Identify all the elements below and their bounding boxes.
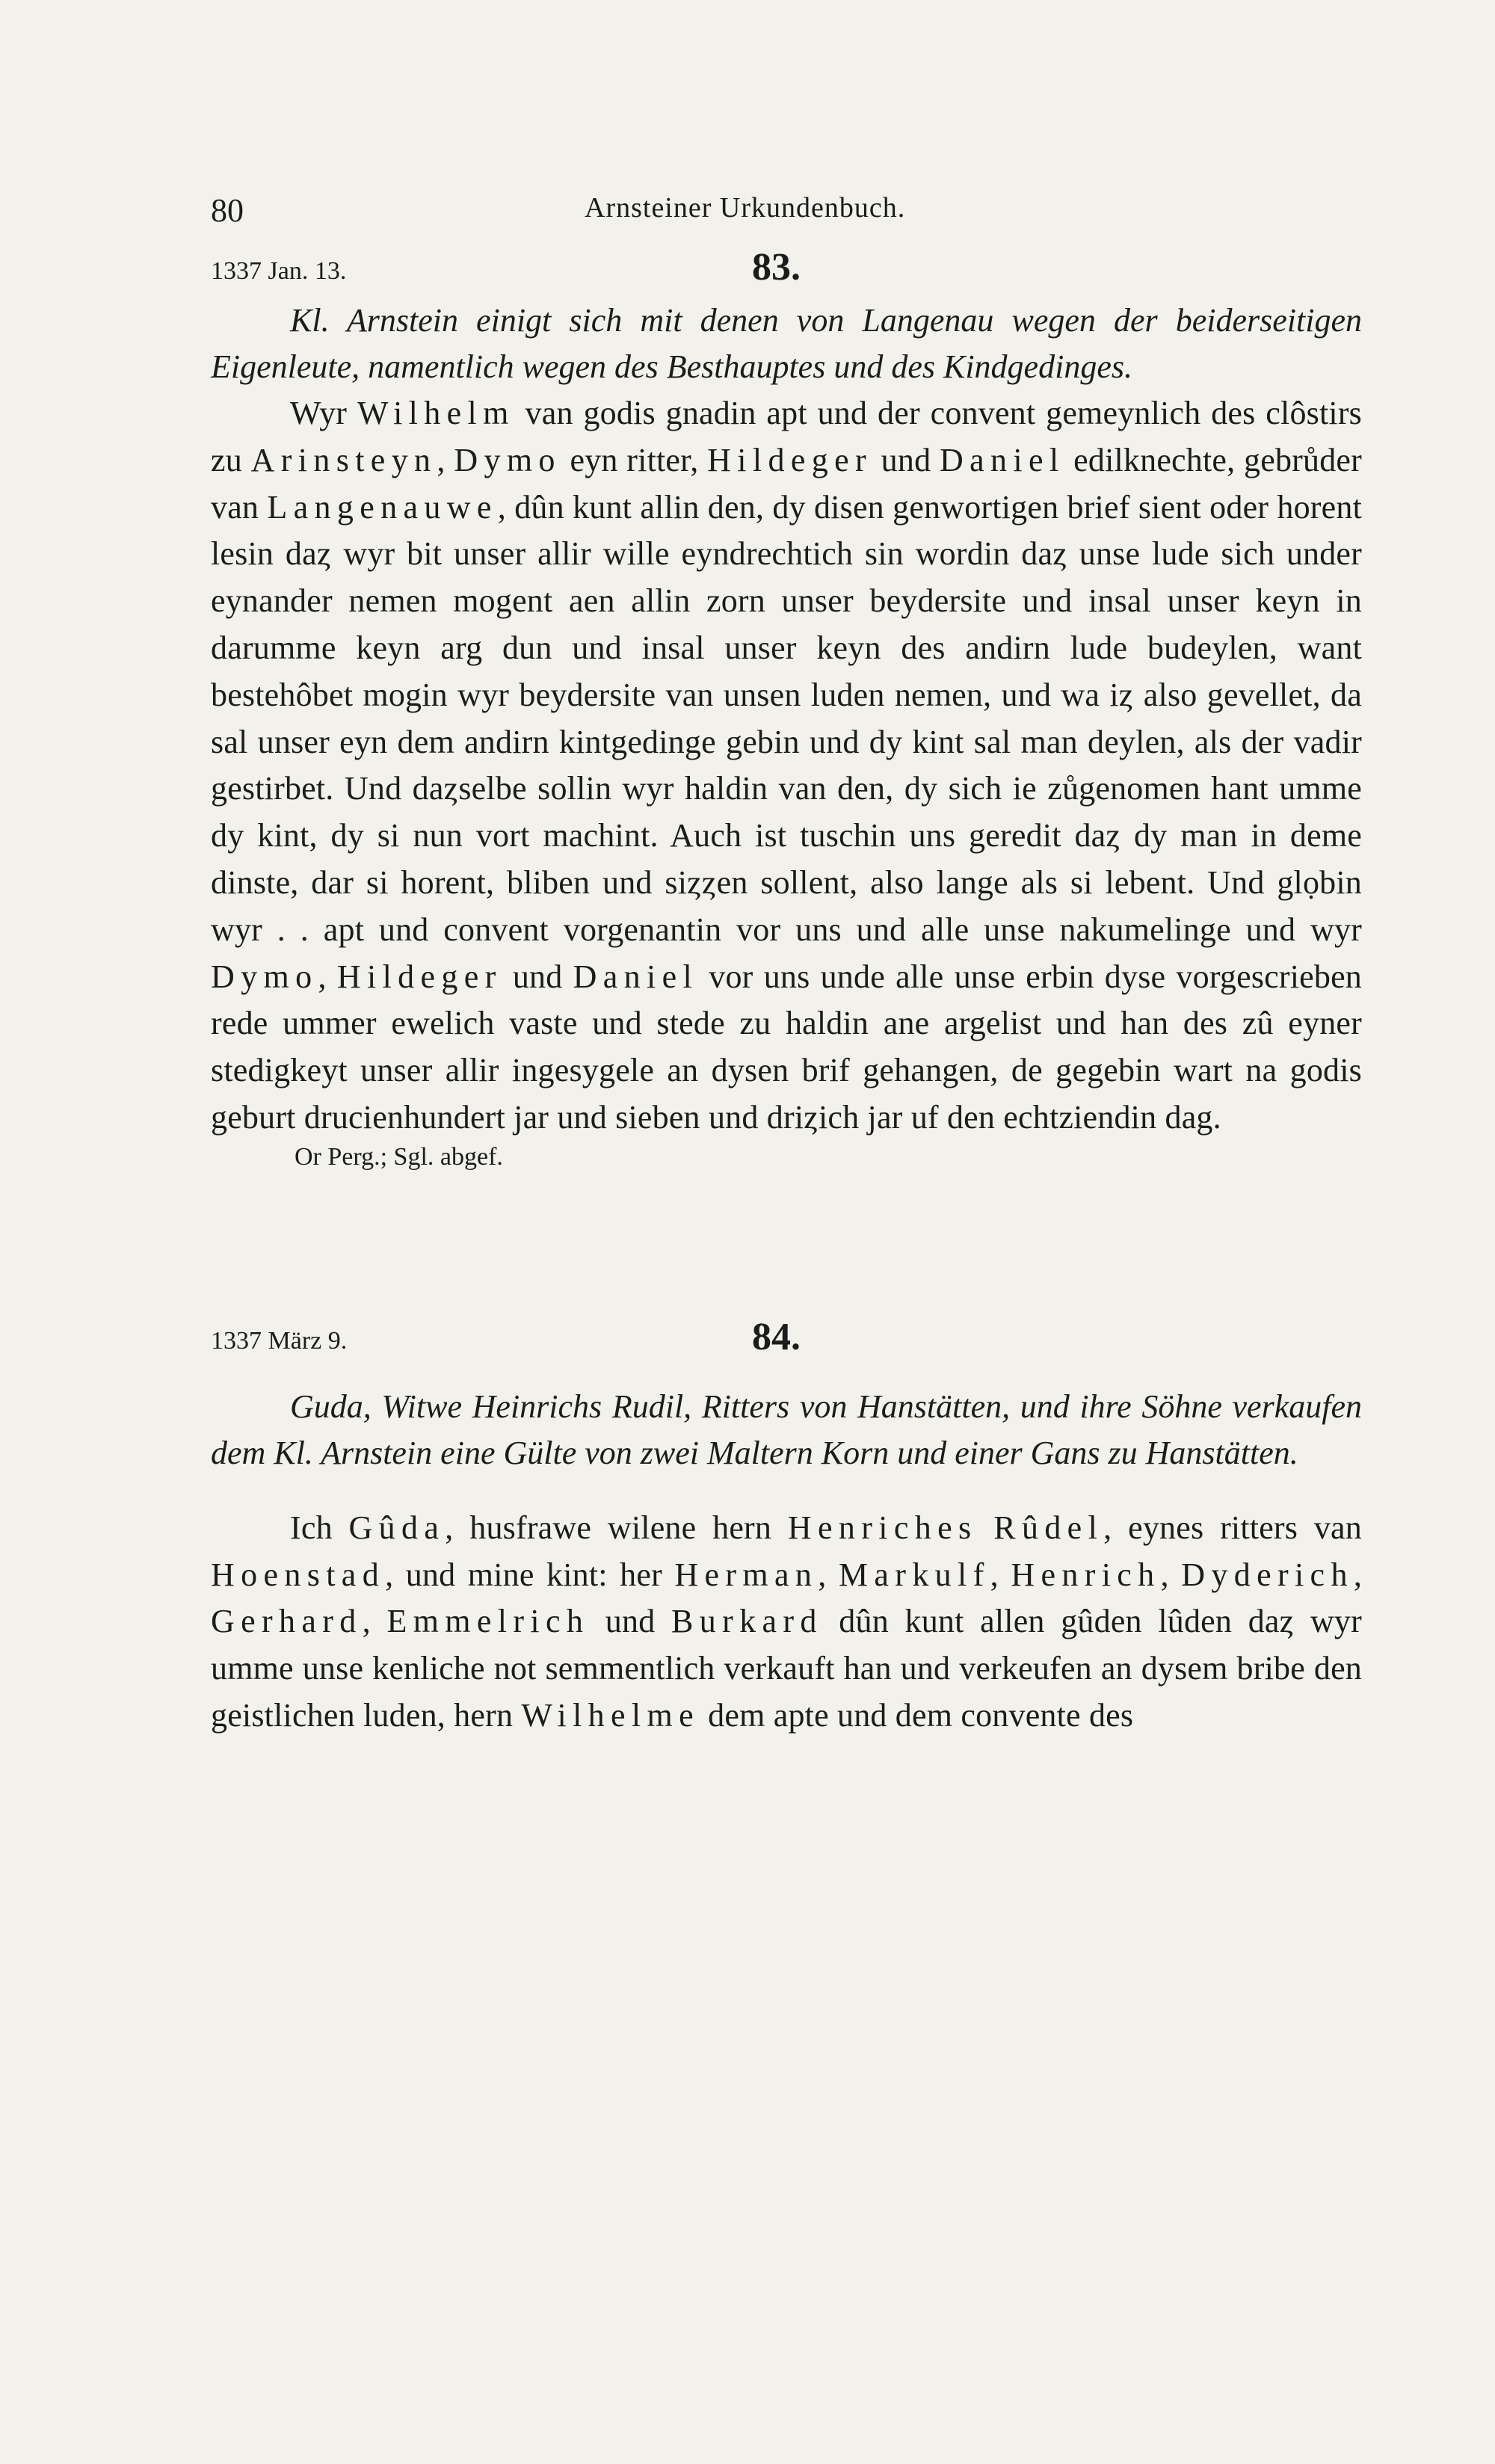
page (211, 172, 1362, 1740)
name-herman: Herman (674, 1556, 819, 1593)
name-guda: Gûda (348, 1509, 446, 1546)
document-83-source-note: Or Perg.; Sgl. abgef. (295, 1142, 503, 1171)
name-arinsteyn: Arinsteyn (250, 441, 437, 478)
document-83-date: 1337 Jan. 13. (211, 257, 347, 285)
document-84-summary: Guda, Witwe Heinrichs Rudil, Ritters von Hanstätten, und ihre Söhne verkaufen dem Kl. Arnstein eine Gülte von zwei Maltern Korn und einer Gans zu Hanstätten. (211, 1387, 1362, 1471)
name-dymo: Dymo (454, 441, 561, 478)
name-dymo: Dymo (211, 958, 318, 995)
name-hildeger: Hildeger (336, 958, 502, 995)
name-daniel: Daniel (939, 441, 1065, 478)
document-84-date: 1337 März 9. (211, 1326, 348, 1355)
page-number: 80 (211, 192, 244, 229)
document-84-text: Ich Gûda, husfrawe wilene hern Henriches Rûdel, eynes ritters van Hoenstad, und mine kint: her Herman, Markulf, Henrich, Dyderich, Gerhard, Emmelrich und Burkard dûn kunt allen gûden lûden daȥ wyr umme unse kenliche not semmentlich verkauft han und verkeufen an dysem bribe den geistlichen luden, hern Wilhelme dem apte und dem convente des (211, 1509, 1363, 1734)
name-wilhelme: Wilhelme (521, 1696, 700, 1734)
running-header (211, 172, 1362, 232)
name-hildeger: Hildeger (707, 441, 872, 478)
name-rudel: Rûdel (993, 1509, 1104, 1546)
name-henrich: Henrich (1011, 1556, 1161, 1593)
document-84-heading (211, 1310, 1362, 1367)
running-title: Arnsteiner Urkundenbuch. (585, 192, 906, 224)
name-gerhard: Gerhard (211, 1603, 363, 1640)
document-84-number: 84. (752, 1315, 801, 1358)
name-hoenstad: Hoenstad (211, 1556, 386, 1593)
document-83-text: Wyr Wilhelm van godis gnadin apt und der convent gemeynlich des clôstirs zu Arinsteyn, Dymo eyn ritter, Hildeger und Daniel edilknechte, gebrůder van Langenauwe, dûn kunt allin den, dy disen genwortigen brief sient oder horent lesin daȥ wyr bit unser allir wille eyndrechtich sin wordin daȥ unse lude sich under eynander nemen mogent aen allin zorn unser beydersite und insal unser keyn in darumme keyn arg dun und insal unser keyn des andirn lude budeylen, want bestehôbet mogin wyr beydersite van unsen luden nemen, und wa iȥ also gevellet, da sal unser eyn dem andirn kintgedinge gebin und dy kint sal man deylen, als der vadir gestirbet. Und daȥselbe sollin wyr haldin van den, dy sich ie zůgenomen hant umme dy kint, dy si nun vort machint. Auch ist tuschin uns geredit daȥ dy man in deme dinste, dar si horent, bliben und siȥȥen sollent, also lange als si lebent. Und glọbin wyr . . apt und convent vorgenantin vor uns und alle unse nakumelinge und wyr Dymo, Hildeger und Daniel vor uns unde alle unse erbin dyse vorgescrieben rede ummer ewelich vaste und stede zu haldin ane argelist und han des zû eyner stedigkeyt unser allir ingesygele an dysen brif gehangen, de gegebin wart na godis geburt drucienhundert jar und sieben und driȥich jar uf den echtziendin dag. (211, 395, 1363, 1136)
name-langenauwe: Langenauwe (267, 488, 498, 526)
document-83-heading (211, 241, 1362, 298)
name-daniel: Daniel (573, 958, 699, 995)
name-emmelrich: Emmelrich (386, 1603, 590, 1640)
name-wilhelm: Wilhelm (357, 395, 515, 431)
name-dyderich: Dyderich (1181, 1556, 1354, 1593)
document-83-number: 83. (752, 246, 801, 289)
document-83-summary: Kl. Arnstein einigt sich mit denen von Langenau wegen der beiderseitigen Eigenleute, namentlich wegen des Besthauptes und des Kindgedinges. (211, 302, 1362, 385)
name-markulf: Markulf (838, 1556, 990, 1593)
name-henriches: Henriches (787, 1509, 978, 1546)
name-burkard: Burkard (671, 1603, 823, 1640)
